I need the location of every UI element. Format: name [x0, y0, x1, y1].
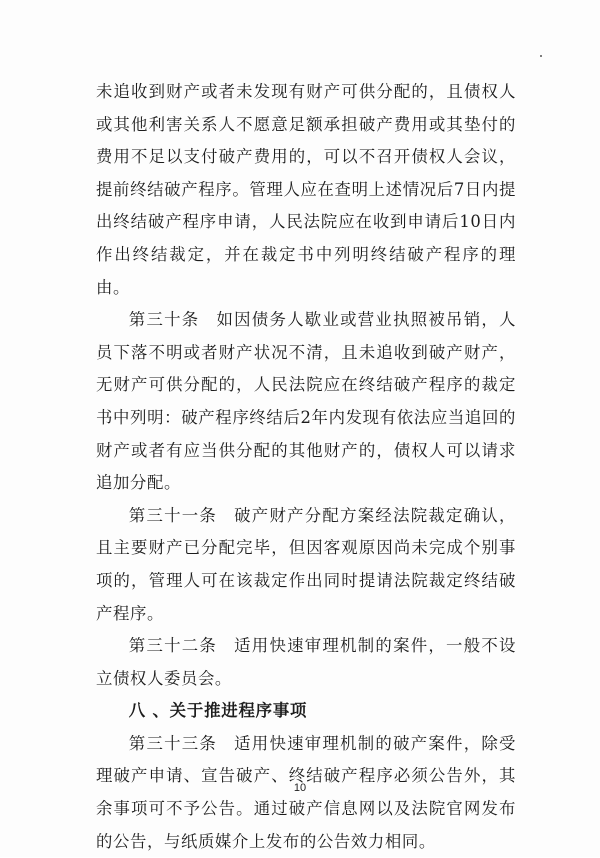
- section-heading-text: 八 、关于推进程序事项: [128, 701, 308, 721]
- paragraph-continuation: [96, 76, 516, 304]
- paragraph-article-31: [96, 500, 516, 630]
- paragraph-text: 未追收到财产或者未发现有财产可供分配的，且债权人或其他利害关系人不愿意足额承担破产费用或其垫付的费用不足以支付破产费用的，可以不召开债权人会议，提前终结破产程序。管理人应在查明上述情况后7日内提出终结破产程序申请，人民法院应在收到申请后10日内作出终结裁定，并在裁定书中列明终结破产程序的理由。: [96, 82, 516, 297]
- article-number: 第三十三条: [128, 733, 218, 753]
- article-text: 适用快速审理机制的破产案件，除受理破产申请、宣告破产、终结破产程序必须公告外，其余事项可不予公告。通过破产信息网以及法院官网发布的公告，与纸质媒介上发布的公告效力相同。: [96, 733, 516, 851]
- article-number: 第三十二条: [128, 636, 218, 656]
- paragraph-article-30: [96, 304, 516, 500]
- section-heading-8: [96, 695, 516, 728]
- page-number: 10: [293, 782, 307, 794]
- scan-speck: [540, 55, 542, 57]
- article-number: 第三十一条: [128, 505, 218, 525]
- article-number: 第三十条: [128, 310, 200, 330]
- article-text: 破产财产分配方案经法院裁定确认，且主要财产已分配完毕，但因客观原因尚未完成个别事项的，管理人可在该裁定作出同时提请法院裁定终结破产程序。: [96, 505, 516, 623]
- article-text: 如因债务人歇业或营业执照被吊销，人员下落不明或者财产状况不清，且未追收到破产财产，无财产可供分配的，人民法院应在终结破产程序的裁定书中列明：破产程序终结后2年内发现有依法应当追回的财产或者有应当供分配的其他财产的，债权人可以请求追加分配。: [96, 310, 517, 493]
- paragraph-article-32: [96, 630, 516, 695]
- article-text: 适用快速审理机制的案件，一般不设立债权人委员会。: [96, 636, 516, 688]
- document-body: [96, 76, 516, 858]
